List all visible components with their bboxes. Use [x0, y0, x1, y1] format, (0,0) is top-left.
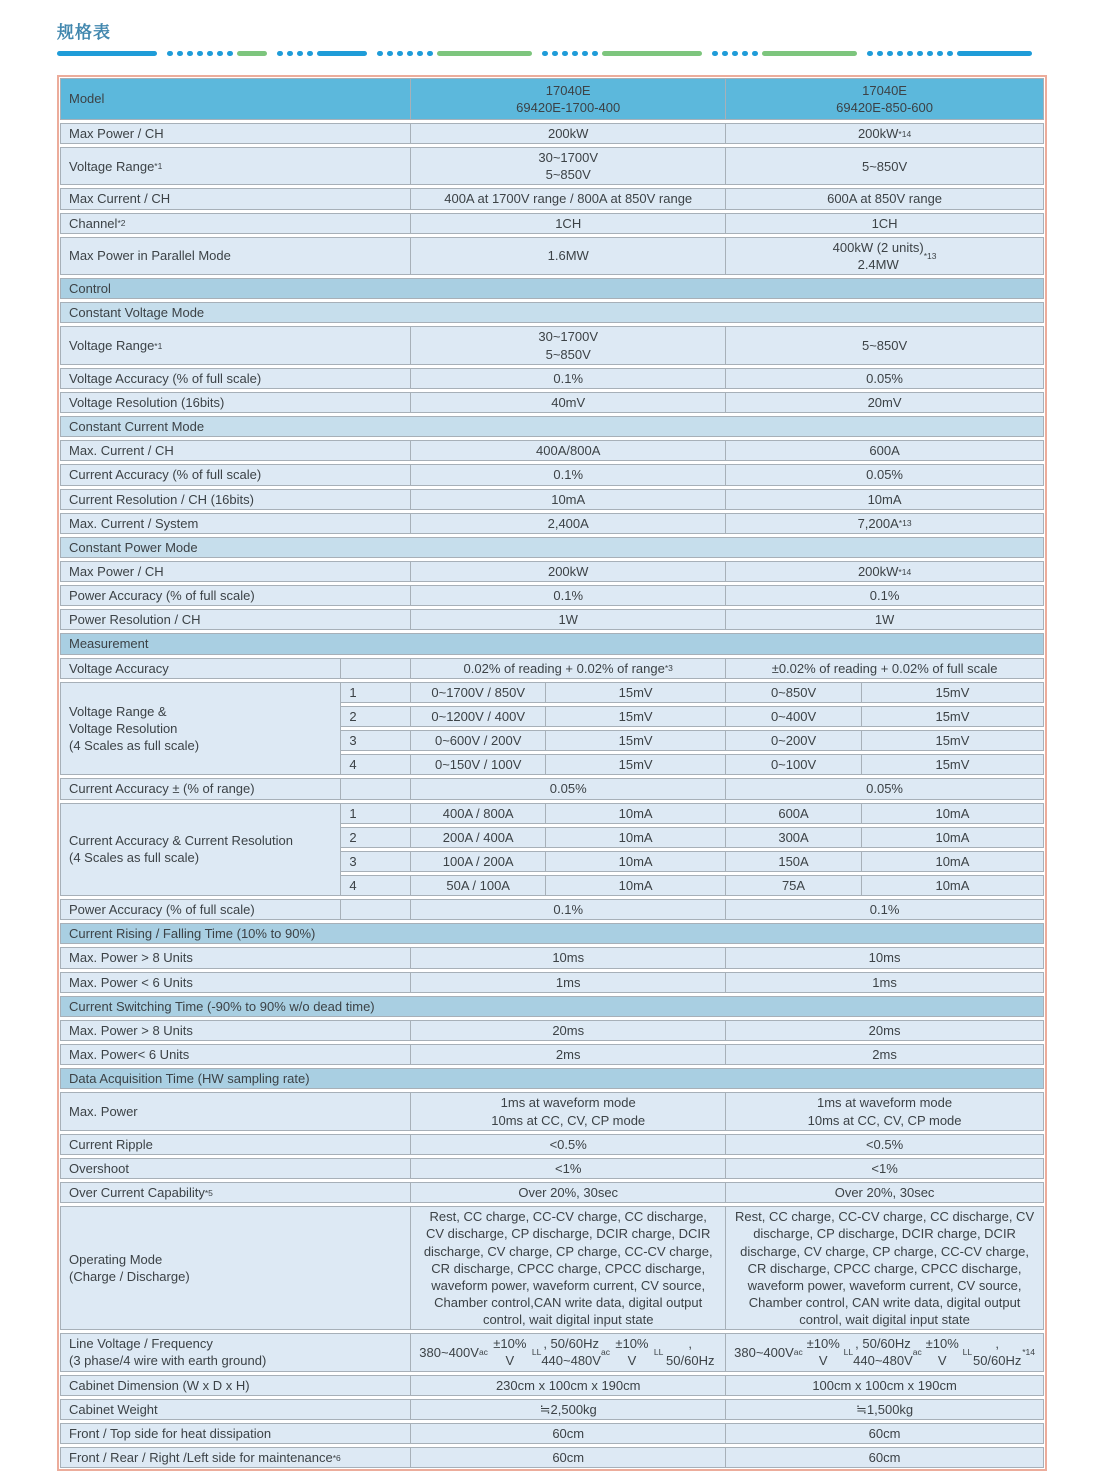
spec-value: <1%: [411, 1158, 726, 1179]
table-row: [60, 513, 1044, 534]
table-row: [60, 1020, 1044, 1041]
divider-dot: [307, 51, 313, 56]
spec-label: Max. Power < 6 Units: [60, 972, 411, 993]
divider-dot: [572, 51, 578, 56]
table-row: [60, 972, 1044, 993]
spec-value: 380~400V ac ±10% V LL , 50/60Hz 440~480V ac ±10% V LL , 50/60Hz *14: [726, 1333, 1044, 1371]
spec-value: 15mV: [546, 754, 726, 775]
spec-value: Rest, CC charge, CC-CV charge, CC discharge, CV discharge, CP discharge, DCIR charge, DCIR discharge, CV charge, CP charge, CC-CV charge, CR discharge, CPCC charge, CPCC discharge, waveform power, waveform current, CV source, Chamber control, CAN write data, digital output control, wait digital input state: [726, 1206, 1044, 1330]
table-row: [60, 123, 1044, 144]
spec-value: 5~850V: [726, 326, 1044, 364]
divider-dot: [297, 51, 303, 56]
divider-dot: [417, 51, 423, 56]
spec-value: 2ms: [411, 1044, 726, 1065]
divider-dot: [742, 51, 748, 56]
spec-value: 10mA: [411, 489, 726, 510]
divider-dot: [722, 51, 728, 56]
spec-label: Line Voltage / Frequency (3 phase/4 wire with earth ground): [60, 1333, 411, 1371]
spec-value: 200A / 400A: [411, 827, 546, 848]
section-header-row: [60, 302, 1044, 323]
spec-value: 0.1%: [411, 464, 726, 485]
spec-value: 10mA: [726, 489, 1044, 510]
spec-label: Front / Rear / Right /Left side for maintenance *6: [60, 1447, 411, 1468]
table-row: [60, 237, 1044, 275]
divider-dot: [387, 51, 393, 56]
table-row: [60, 778, 1044, 799]
section-header-row: [60, 416, 1044, 437]
section-title: Current Rising / Falling Time (10% to 90%): [60, 923, 1044, 944]
spec-value: 15mV: [546, 706, 726, 727]
divider-dot: [542, 51, 548, 56]
divider-dot: [227, 51, 233, 56]
table-row: [60, 561, 1044, 582]
spec-value: 200kW: [411, 561, 726, 582]
spec-value: 400kW (2 units) 2.4MW *13: [726, 237, 1044, 275]
spec-label: Current Resolution / CH (16bits): [60, 489, 411, 510]
spec-value: 60cm: [726, 1447, 1044, 1468]
table-row: [60, 682, 1044, 776]
spec-value: <0.5%: [726, 1134, 1044, 1155]
spec-value: 1CH: [411, 213, 726, 234]
spec-value: 0.05%: [411, 778, 726, 799]
section-header-row: [60, 278, 1044, 299]
table-row: [60, 658, 1044, 679]
table-row: [60, 1092, 1044, 1130]
spec-value: 10mA: [546, 875, 726, 896]
spec-value: 1W: [726, 609, 1044, 630]
table-row: [60, 1375, 1044, 1396]
scale-index: 4: [341, 875, 411, 896]
divider-dot: [407, 51, 413, 56]
spec-value: 400A at 1700V range / 800A at 850V range: [411, 188, 726, 209]
spacer-cell: [341, 778, 411, 799]
divider-bar: [237, 51, 267, 56]
section-header-row: [60, 1068, 1044, 1089]
divider-dot: [877, 51, 883, 56]
spec-value: 1ms at waveform mode 10ms at CC, CV, CP mode: [411, 1092, 726, 1130]
scale-index: 2: [341, 827, 411, 848]
table-row: [60, 1206, 1044, 1330]
divider-bar: [762, 51, 857, 56]
model-name: 17040E 69420E-850-600: [726, 78, 1044, 120]
spec-value: 15mV: [862, 682, 1044, 703]
spec-label: Front / Top side for heat dissipation: [60, 1423, 411, 1444]
spec-label: Voltage Resolution (16bits): [60, 392, 411, 413]
spec-label: Voltage Range *1: [60, 326, 411, 364]
spec-value: 0.1%: [411, 585, 726, 606]
divider-bar: [437, 51, 532, 56]
divider-dot: [907, 51, 913, 56]
spec-label: Max. Power > 8 Units: [60, 1020, 411, 1041]
spec-label: Max. Power: [60, 1092, 411, 1130]
table-row: [60, 188, 1044, 209]
table-row: [60, 213, 1044, 234]
table-row: [60, 440, 1044, 461]
spec-value: Over 20%, 30sec: [726, 1182, 1044, 1203]
spec-value: 1CH: [726, 213, 1044, 234]
spec-value: 7,200A *13: [726, 513, 1044, 534]
page-title: 规格表: [57, 23, 111, 42]
spec-label: Max. Power< 6 Units: [60, 1044, 411, 1065]
table-row: [60, 609, 1044, 630]
section-title: Data Acquisition Time (HW sampling rate): [60, 1068, 1044, 1089]
section-header-row: [60, 633, 1044, 654]
spec-label: Cabinet Weight: [60, 1399, 411, 1420]
scale-index: 1: [341, 803, 411, 824]
spec-label: Max Power / CH: [60, 561, 411, 582]
spec-value: 60cm: [411, 1447, 726, 1468]
spec-value: 1ms: [411, 972, 726, 993]
section-title: Measurement: [60, 633, 1044, 654]
table-row: [60, 489, 1044, 510]
spec-label: Power Accuracy (% of full scale): [60, 585, 411, 606]
spec-value: 0.05%: [726, 368, 1044, 389]
table-row: [60, 147, 1044, 185]
spec-label: Current Accuracy (% of full scale): [60, 464, 411, 485]
spec-value: ±0.02% of reading + 0.02% of full scale: [726, 658, 1044, 679]
spec-value: 15mV: [862, 706, 1044, 727]
spec-value: 10mA: [546, 827, 726, 848]
spec-value: 200kW: [411, 123, 726, 144]
spec-label: Max Power / CH: [60, 123, 411, 144]
spec-value: 300A: [726, 827, 862, 848]
spec-value: 0~1700V / 850V: [411, 682, 546, 703]
table-row: [60, 1158, 1044, 1179]
divider-dot: [752, 51, 758, 56]
spec-value: 1ms: [726, 972, 1044, 993]
spec-value: 30~1700V 5~850V: [411, 326, 726, 364]
spec-value: 0.1%: [411, 368, 726, 389]
divider-dot: [887, 51, 893, 56]
divider-dot: [582, 51, 588, 56]
divider-dot: [937, 51, 943, 56]
spec-value: 10mA: [862, 851, 1044, 872]
spec-label: Current Accuracy & Current Resolution (4 Scales as full scale): [60, 803, 341, 897]
spec-value: 10mA: [862, 827, 1044, 848]
divider-dot: [917, 51, 923, 56]
divider-dot: [197, 51, 203, 56]
divider-dot: [177, 51, 183, 56]
spec-value: 15mV: [862, 754, 1044, 775]
spec-value: 150A: [726, 851, 862, 872]
spec-value: Over 20%, 30sec: [411, 1182, 726, 1203]
divider-bar: [957, 51, 1032, 56]
spec-label: Voltage Range & Voltage Resolution (4 Scales as full scale): [60, 682, 341, 776]
table-row: [60, 1447, 1044, 1468]
divider-dot: [712, 51, 718, 56]
divider-dot: [867, 51, 873, 56]
spec-value: 600A: [726, 803, 862, 824]
spec-label: Max. Current / System: [60, 513, 411, 534]
divider-dot: [287, 51, 293, 56]
table-header-row: [60, 78, 1044, 120]
table-row: [60, 368, 1044, 389]
divider-dot: [927, 51, 933, 56]
spec-value: <1%: [726, 1158, 1044, 1179]
spec-value: 10ms: [726, 947, 1044, 968]
spec-label: Max Current / CH: [60, 188, 411, 209]
spec-value: 0.1%: [726, 585, 1044, 606]
spec-value: 20mV: [726, 392, 1044, 413]
divider-bar: [317, 51, 367, 56]
spec-label: Voltage Accuracy (% of full scale): [60, 368, 411, 389]
divider-dot: [377, 51, 383, 56]
column-header-model: Model: [60, 78, 411, 120]
table-row: [60, 1182, 1044, 1203]
spec-value: 200kW *14: [726, 123, 1044, 144]
spec-value: 0~1200V / 400V: [411, 706, 546, 727]
spec-value: 75A: [726, 875, 862, 896]
spec-value: 2ms: [726, 1044, 1044, 1065]
spec-value: 1.6MW: [411, 237, 726, 275]
scale-index: 1: [341, 682, 411, 703]
spec-value: 0.02% of reading + 0.02% of range *3: [411, 658, 726, 679]
section-title: Constant Current Mode: [60, 416, 1044, 437]
spec-value: 15mV: [546, 730, 726, 751]
spec-label: Max Power in Parallel Mode: [60, 237, 411, 275]
table-row: [60, 464, 1044, 485]
section-title: Constant Power Mode: [60, 537, 1044, 558]
spec-value: 0~400V: [726, 706, 862, 727]
spec-value: 0~150V / 100V: [411, 754, 546, 775]
spec-value: 0.05%: [726, 464, 1044, 485]
divider-dot: [592, 51, 598, 56]
table-row: [60, 803, 1044, 897]
divider-dot: [187, 51, 193, 56]
section-header-row: [60, 537, 1044, 558]
spec-value: 0.05%: [726, 778, 1044, 799]
spec-label: Cabinet Dimension (W x D x H): [60, 1375, 411, 1396]
spec-label: Overshoot: [60, 1158, 411, 1179]
divider-bar: [57, 51, 157, 56]
spec-value: 20ms: [726, 1020, 1044, 1041]
spec-value: 60cm: [726, 1423, 1044, 1444]
table-row: [60, 1423, 1044, 1444]
spec-value: 5~850V: [726, 147, 1044, 185]
spec-label: Power Accuracy (% of full scale): [60, 899, 341, 920]
divider-dot: [207, 51, 213, 56]
scale-index: 3: [341, 730, 411, 751]
scale-index: 4: [341, 754, 411, 775]
spec-value: 600A: [726, 440, 1044, 461]
spec-value: 15mV: [862, 730, 1044, 751]
spec-value: 60cm: [411, 1423, 726, 1444]
divider-dot: [167, 51, 173, 56]
spec-value: 0~850V: [726, 682, 862, 703]
divider-dot: [552, 51, 558, 56]
spec-value: ≒2,500kg: [411, 1399, 726, 1420]
spec-label: Current Accuracy ± (% of range): [60, 778, 341, 799]
spec-value: 20ms: [411, 1020, 726, 1041]
table-row: [60, 585, 1044, 606]
section-header-row: [60, 923, 1044, 944]
spec-label: Voltage Accuracy: [60, 658, 341, 679]
spec-value: 400A / 800A: [411, 803, 546, 824]
spec-value: ≒1,500kg: [726, 1399, 1044, 1420]
table-row: [60, 947, 1044, 968]
table-row: [60, 326, 1044, 364]
divider-dot: [397, 51, 403, 56]
spec-value: <0.5%: [411, 1134, 726, 1155]
spec-value: 0.1%: [411, 899, 726, 920]
spec-value: 15mV: [546, 682, 726, 703]
section-title: Current Switching Time (-90% to 90% w/o dead time): [60, 996, 1044, 1017]
divider-dot: [427, 51, 433, 56]
spec-label: Max. Current / CH: [60, 440, 411, 461]
table-row: [60, 1134, 1044, 1155]
divider-dot: [217, 51, 223, 56]
spec-table: [57, 75, 1047, 1471]
divider-dot: [897, 51, 903, 56]
table-row: [60, 1333, 1044, 1371]
spec-label: Max. Power > 8 Units: [60, 947, 411, 968]
decorative-divider: [57, 50, 1047, 56]
spec-value: 100cm x 100cm x 190cm: [726, 1375, 1044, 1396]
spec-value: 10mA: [862, 803, 1044, 824]
spec-value: 380~400V ac ±10% V LL , 50/60Hz 440~480V ac ±10% V LL , 50/60Hz: [411, 1333, 726, 1371]
spec-value: 30~1700V 5~850V: [411, 147, 726, 185]
spec-value: 400A/800A: [411, 440, 726, 461]
spec-value: 10mA: [546, 851, 726, 872]
spec-value: 10mA: [862, 875, 1044, 896]
spec-value: 0~600V / 200V: [411, 730, 546, 751]
table-row: [60, 899, 1044, 920]
divider-dot: [562, 51, 568, 56]
scale-index: 2: [341, 706, 411, 727]
divider-dot: [277, 51, 283, 56]
spec-label: Voltage Range *1: [60, 147, 411, 185]
spec-value: 0~100V: [726, 754, 862, 775]
spec-label: Operating Mode (Charge / Discharge): [60, 1206, 411, 1330]
spec-value: 1ms at waveform mode 10ms at CC, CV, CP mode: [726, 1092, 1044, 1130]
table-row: [60, 392, 1044, 413]
spec-value: 1W: [411, 609, 726, 630]
table-row: [60, 1399, 1044, 1420]
spec-value: 0~200V: [726, 730, 862, 751]
section-title: Control: [60, 278, 1044, 299]
divider-dot: [732, 51, 738, 56]
spacer-cell: [341, 899, 411, 920]
spec-value: 100A / 200A: [411, 851, 546, 872]
spec-value: 40mV: [411, 392, 726, 413]
spec-value: 2,400A: [411, 513, 726, 534]
spec-value: 10mA: [546, 803, 726, 824]
spec-value: Rest, CC charge, CC-CV charge, CC discharge, CV discharge, CP discharge, DCIR charge, DCIR discharge, CV charge, CP charge, CC-CV charge, CR discharge, CPCC charge, CPCC discharge, waveform power, waveform current, CV source, Chamber control,CAN write data, digital output control, wait digital input state: [411, 1206, 726, 1330]
spec-value: 0.1%: [726, 899, 1044, 920]
spec-label: Channel *2: [60, 213, 411, 234]
section-title: Constant Voltage Mode: [60, 302, 1044, 323]
spec-value: 230cm x 100cm x 190cm: [411, 1375, 726, 1396]
divider-bar: [602, 51, 702, 56]
model-name: 17040E 69420E-1700-400: [411, 78, 726, 120]
spacer-cell: [341, 658, 411, 679]
spec-label: Over Current Capability *5: [60, 1182, 411, 1203]
divider-dot: [947, 51, 953, 56]
spec-value: 10ms: [411, 947, 726, 968]
table-row: [60, 1044, 1044, 1065]
spec-label: Power Resolution / CH: [60, 609, 411, 630]
section-header-row: [60, 996, 1044, 1017]
spec-value: 50A / 100A: [411, 875, 546, 896]
spec-value: 600A at 850V range: [726, 188, 1044, 209]
spec-value: 200kW *14: [726, 561, 1044, 582]
scale-index: 3: [341, 851, 411, 872]
spec-label: Current Ripple: [60, 1134, 411, 1155]
